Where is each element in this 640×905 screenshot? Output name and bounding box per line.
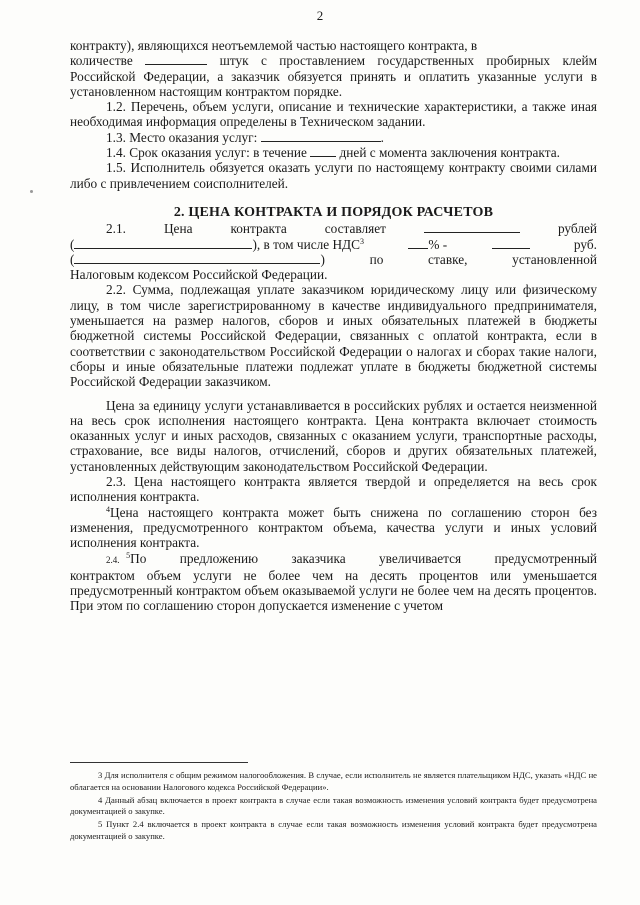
clause-2-1 xyxy=(70,221,597,282)
vat-label: ), в том числе НДС xyxy=(252,236,360,252)
section-2-heading: 2. ЦЕНА КОНТРАКТА И ПОРЯДОК РАСЧЕТОВ xyxy=(173,204,494,220)
clause-2-4-number: 2.4. xyxy=(106,554,120,565)
vat-rate-blank xyxy=(408,237,428,249)
clause-2-4-word: предложению xyxy=(179,550,259,566)
close-paren: ) xyxy=(320,251,325,267)
vat-amount-blank xyxy=(492,237,530,249)
clause-1-3-end: . xyxy=(380,129,384,145)
vat-words-blank xyxy=(74,252,320,264)
price-blank xyxy=(424,221,520,233)
vat-rub: руб. xyxy=(573,236,597,252)
clause-2-4-word: По xyxy=(130,550,147,566)
vat-rate-field xyxy=(408,237,447,252)
clause-2-2: 2.2. Сумма, подлежащая уплате заказчиком юридическому лицу или физическому лицу, в том числе зарегистрированному в качестве индивидуального предпринимателя, уменьшается на размер налогов, сборов и иных обязательных платежей в бюджеты бюджетной системы Российской Федерации, связанных с оплатой контракта, если в соответствии с законодательством Российской Федерации о налогах и сборах такие налоги, сборы и иные обязательные платежи подлежат уплате в бюджеты бюджетной системы Российской Федерации заказчиком. xyxy=(70,282,597,390)
clause-2-1-line-1 xyxy=(70,221,597,236)
reduction-paragraph xyxy=(70,505,597,551)
clause-2-4-line-1 xyxy=(70,551,597,568)
clause-2-1-line-3 xyxy=(70,252,597,267)
clause-1-4 xyxy=(70,145,597,160)
open-paren: ( xyxy=(70,236,75,252)
clause-2-1-line-4: Налоговым кодексом Российской Федерации. xyxy=(70,267,328,283)
service-place-blank xyxy=(261,130,381,142)
clause-2-1-word: составляет xyxy=(324,221,386,237)
days-blank xyxy=(310,145,336,157)
scan-speck xyxy=(30,190,33,193)
clause-1-4-text-b: дней с момента заключения контракта. xyxy=(339,145,560,161)
clause-2-4-word: увеличивается xyxy=(378,550,462,566)
clause-2-1-word: рублей xyxy=(557,221,597,237)
price-words-field xyxy=(70,237,364,252)
quantity-blank xyxy=(145,53,207,65)
price-words-blank xyxy=(74,237,252,249)
clause-1-5: 1.5. Исполнитель обязуется оказать услуги по настоящему контракту своими силами либо с привлечением соисполнителей. xyxy=(70,160,597,191)
footnote-5: 5 Пункт 2.4 включается в проект контракта в случае если такая возможность изменения условий контракта будет предусмотрена документацией о закупке. xyxy=(70,819,597,841)
footnotes xyxy=(70,770,597,844)
clause-2-1-line-2 xyxy=(70,237,597,252)
open-paren: ( xyxy=(70,251,75,267)
page-number: 2 xyxy=(316,8,324,23)
clause-2-4-word: предусмотренный xyxy=(494,550,597,566)
clause-2-1-word: Цена xyxy=(163,221,193,237)
footnote-3: 3 Для исполнителя с общим режимом налогообложения. В случае, если исполнитель не является плательщиком НДС, указать «НДС не облагается на основании Налогового кодекса Российской Федерации». xyxy=(70,770,597,792)
clause-1-2: 1.2. Перечень, объем услуги, описание и технические характеристики, а также иная необходимая информация определены в Техническом задании. xyxy=(70,99,597,130)
footnote-ref-4: 4 xyxy=(106,504,110,514)
clause-1-4-text-a: 1.4. Срок оказания услуг: в течение xyxy=(106,145,307,161)
clause-1-3 xyxy=(70,130,597,145)
footnote-ref-3: 3 xyxy=(360,236,364,246)
clause-2-1-word: установленной xyxy=(512,251,597,267)
footnote-separator xyxy=(70,762,248,763)
reduction-text: Цена настоящего контракта может быть снижена по соглашению сторон без изменения, предусмотренного контрактом объема, качества услуги и иных условий исполнения контракта. xyxy=(70,504,597,551)
intro-paragraph xyxy=(70,53,597,99)
price-unit-paragraph: Цена за единицу услуги устанавливается в российских рублях и остается неизменной на весь срок исполнения настоящего контракта. Цена контракта включает стоимость оказанных услуг и иных расходов, связанных с оказанием услуги, транспортные расходы, страхование, все виды налогов, отчислений, сборов и других обязательных платежей, установленных действующим законодательством Российской Федерации. xyxy=(70,397,597,474)
intro-quantity-label: количестве xyxy=(70,53,133,69)
intro-line-1: контракту), являющихся неотъемлемой частью настоящего контракта, в xyxy=(70,38,478,53)
clause-2-4 xyxy=(70,551,597,614)
clause-2-4-rest: контрактом объем услуги не более чем на десять процентов или уменьшается предусмотренный контрактом объем оказываемой услуги не более чем на десять процентов. При этом по соглашению сторон допускается изменение с учетом xyxy=(70,567,597,614)
clause-1-3-text: 1.3. Место оказания услуг: xyxy=(106,129,258,145)
document-body xyxy=(70,38,597,614)
intro-rest: штук с проставлением государственных пробирных клейм Российской Федерации, а заказчик обязуется принять и оплатить указанные услуги в установленном настоящим контрактом порядке. xyxy=(70,53,598,99)
footnote-4: 4 Данный абзац включается в проект контракта в случае если такая возможность изменения условий контракта будет предусмотрена документацией о закупке. xyxy=(70,794,597,817)
clause-2-1-word: контракта xyxy=(230,221,287,237)
vat-percent: % - xyxy=(428,236,448,252)
clause-2-1-number: 2.1. xyxy=(106,221,126,237)
clause-2-3: 2.3. Цена настоящего контракта является твердой и определяется на весь срок исполнения контракта. xyxy=(70,474,597,505)
footnote-ref-5: 5 xyxy=(126,550,131,560)
clause-2-1-word: ставке, xyxy=(428,251,468,267)
clause-2-4-lead xyxy=(106,551,146,568)
clause-2-4-word: заказчика xyxy=(291,550,346,566)
vat-words-field xyxy=(70,252,325,267)
clause-2-1-word: по xyxy=(369,251,384,267)
